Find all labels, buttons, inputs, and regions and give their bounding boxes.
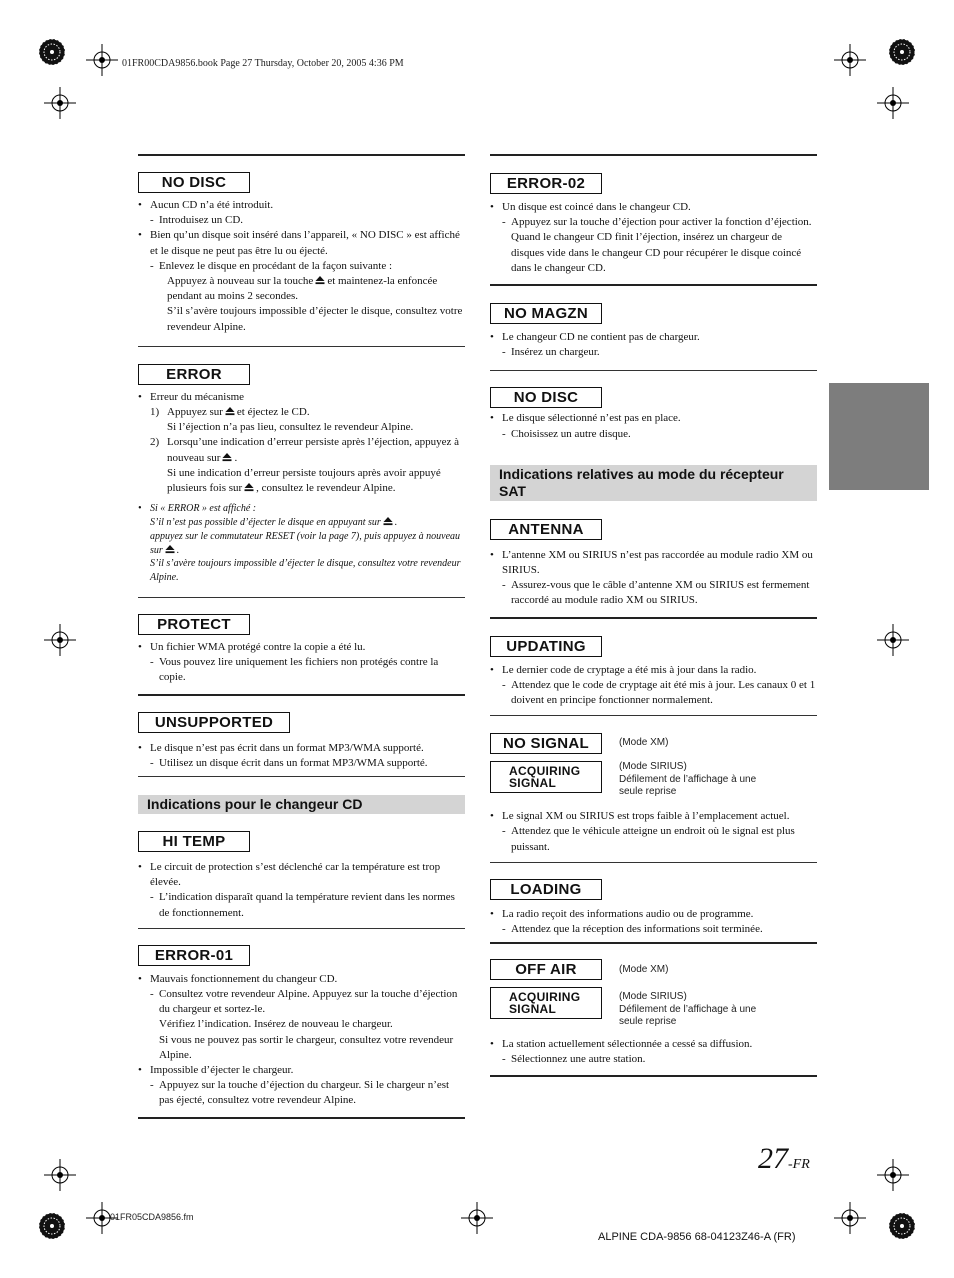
crosshair-icon: [44, 624, 76, 656]
section-heading-sat: Indications relatives au mode du récepteur SAT: [490, 465, 817, 501]
no-disc-indicator: NO DISC: [138, 172, 250, 193]
eject-icon: [222, 452, 232, 462]
no-signal-text: • Le signal XM ou SIRIUS est trops faible à l’emplacement actuel. - Attendez que le véhicule atteigne un endroit où le signal est plus puissant.: [490, 809, 817, 855]
page-number: 27-FR: [758, 1142, 810, 1175]
eject-icon: [165, 544, 175, 554]
crosshair-icon: [877, 1159, 909, 1191]
hi-temp-text: • Le circuit de protection s’est déclenché car la température est trop élevée. - L’indication disparaît quand la température revient dans les normes de fonctionnement.: [138, 860, 465, 921]
error-indicator: ERROR: [138, 364, 250, 385]
error-text: • Erreur du mécanisme 1) Appuyez sur et éjectez le CD. Si l’éjection n’a pas lieu, consultez le revendeur Alpine. 2) Lorsqu’une indication d’erreur persiste après l’éjection, appuyez à nouveau sur . Si une indication d’erreur persiste toujours après avoir appuyé plusieurs fois sur , consultez le revendeur Alpine.: [138, 390, 465, 496]
error-01-indicator: ERROR-01: [138, 945, 250, 966]
off-air-text: • La station actuellement sélectionnée a cessé sa diffusion. - Sélectionnez une autre station.: [490, 1037, 817, 1067]
updating-indicator: UPDATING: [490, 636, 602, 657]
antenna-text: • L’antenne XM ou SIRIUS n’est pas raccordée au module radio XM ou SIRIUS. - Assurez-vous que le câble d’antenne XM ou SIRIUS est fermement raccordé au module radio XM ou SIRIUS.: [490, 548, 817, 609]
crosshair-icon: [86, 44, 118, 76]
no-magzn-indicator: NO MAGZN: [490, 303, 602, 324]
unsupported-text: • Le disque n’est pas écrit dans un format MP3/WMA supporté. - Utilisez un disque écrit dans un format MP3/WMA supporté.: [138, 741, 465, 771]
error-01-text: • Mauvais fonctionnement du changeur CD. - Consultez votre revendeur Alpine. Appuyez sur la touche d’éjection du chargeur et sortez-le. Vérifiez l’indication. Insérez de nouveau le chargeur. Si vous ne pouvez pas sortir le chargeur, consultez votre revendeur Alpine. • Impossible d’éjecter le chargeur. - Appuyez sur la touche d’éjection du chargeur. Si le chargeur n’est pas éjecté, consultez votre revendeur Alpine.: [138, 972, 465, 1109]
loading-indicator: LOADING: [490, 879, 602, 900]
right-column: [490, 154, 817, 1077]
xm-mode-note: (Mode XM): [619, 737, 669, 749]
no-disc-text: • Aucun CD n’a été introduit. - Introduisez un CD. • Bien qu’un disque soit inséré dans l’appareil, « NO DISC » est affiché et le disque ne peut pas être lu ou éjecté. - Enlevez le disque en procédant de la façon suivante : Appuyez à nouveau sur la touche et maintenez-la enfoncée pendant au moins 2 secondes. S’il s’avère toujours impossible d’éjecter le disque, consultez votre revendeur Alpine.: [138, 198, 465, 335]
registration-star-icon: [889, 39, 915, 65]
acquiring-signal-indicator: ACQUIRING SIGNAL: [490, 987, 602, 1019]
error-note: • Si « ERROR » est affiché : S’il n’est pas possible d’éjecter le disque en appuyant sur . appuyez sur le commutateur RESET (voir la page 7), puis appuyez à nouveau sur . S’il s’avère toujours impossible d’éjecter le disque, consultez votre revendeur Alpine.: [138, 502, 465, 585]
sirius-mode-note: (Mode SIRIUS) Défilement de l’affichage à une seule reprise: [619, 991, 757, 1028]
crosshair-icon: [877, 87, 909, 119]
loading-text: • La radio reçoit des informations audio ou de programme. - Attendez que la réception des informations soit terminée.: [490, 907, 817, 937]
unsupported-indicator: UNSUPPORTED: [138, 712, 290, 733]
eject-icon: [315, 275, 325, 285]
updating-text: • Le dernier code de cryptage a été mis à jour dans la radio. - Attendez que le code de cryptage ait été mis à jour. Les canaux 0 et 1 doivent en principe fonctionner normalement.: [490, 663, 817, 709]
no-signal-displays: [490, 733, 817, 798]
model-code: ALPINE CDA-9856 68-04123Z46-A (FR): [598, 1231, 796, 1243]
crosshair-icon: [834, 1202, 866, 1234]
no-disc-changer-indicator: NO DISC: [490, 387, 602, 408]
registration-star-icon: [39, 39, 65, 65]
section-heading-cd-changer: Indications pour le changeur CD: [138, 795, 465, 814]
no-magzn-text: • Le changeur CD ne contient pas de chargeur. - Insérez un chargeur.: [490, 330, 817, 360]
protect-text: • Un fichier WMA protégé contre la copie a été lu. - Vous pouvez lire uniquement les fichiers non protégés contre la copie.: [138, 640, 465, 686]
acquiring-signal-indicator: ACQUIRING SIGNAL: [490, 761, 602, 793]
error-02-text: • Un disque est coincé dans le changeur CD. - Appuyez sur la touche d’éjection pour activer la fonction d’éjection. Quand le changeur CD finit l’éjection, insérez un chargeur de disques vide dans le changeur CD pour récupérer le disque coincé dans le changeur CD.: [490, 200, 817, 276]
no-disc-changer-text: • Le disque sélectionné n’est pas en place. - Choisissez un autre disque.: [490, 411, 817, 441]
hi-temp-indicator: HI TEMP: [138, 831, 250, 852]
crosshair-icon: [877, 624, 909, 656]
crosshair-icon: [834, 44, 866, 76]
file-name: 01FR05CDA9856.fm: [110, 1212, 194, 1222]
no-signal-indicator: NO SIGNAL: [490, 733, 602, 754]
error-02-indicator: ERROR-02: [490, 173, 602, 194]
crosshair-icon: [44, 1159, 76, 1191]
registration-star-icon: [39, 1213, 65, 1239]
eject-icon: [225, 406, 235, 416]
protect-indicator: PROTECT: [138, 614, 250, 635]
registration-star-icon: [889, 1213, 915, 1239]
eject-icon: [383, 516, 393, 526]
sirius-mode-note: (Mode SIRIUS) Défilement de l’affichage à une seule reprise: [619, 761, 757, 798]
crosshair-icon: [461, 1202, 493, 1234]
eject-icon: [244, 482, 254, 492]
crosshair-icon: [44, 87, 76, 119]
off-air-displays: [490, 959, 817, 1028]
left-column: [138, 154, 465, 1119]
antenna-indicator: ANTENNA: [490, 519, 602, 540]
book-info: 01FR00CDA9856.book Page 27 Thursday, October 20, 2005 4:36 PM: [122, 58, 404, 69]
off-air-indicator: OFF AIR: [490, 959, 602, 980]
side-tab: [829, 383, 929, 490]
xm-mode-note: (Mode XM): [619, 964, 669, 976]
